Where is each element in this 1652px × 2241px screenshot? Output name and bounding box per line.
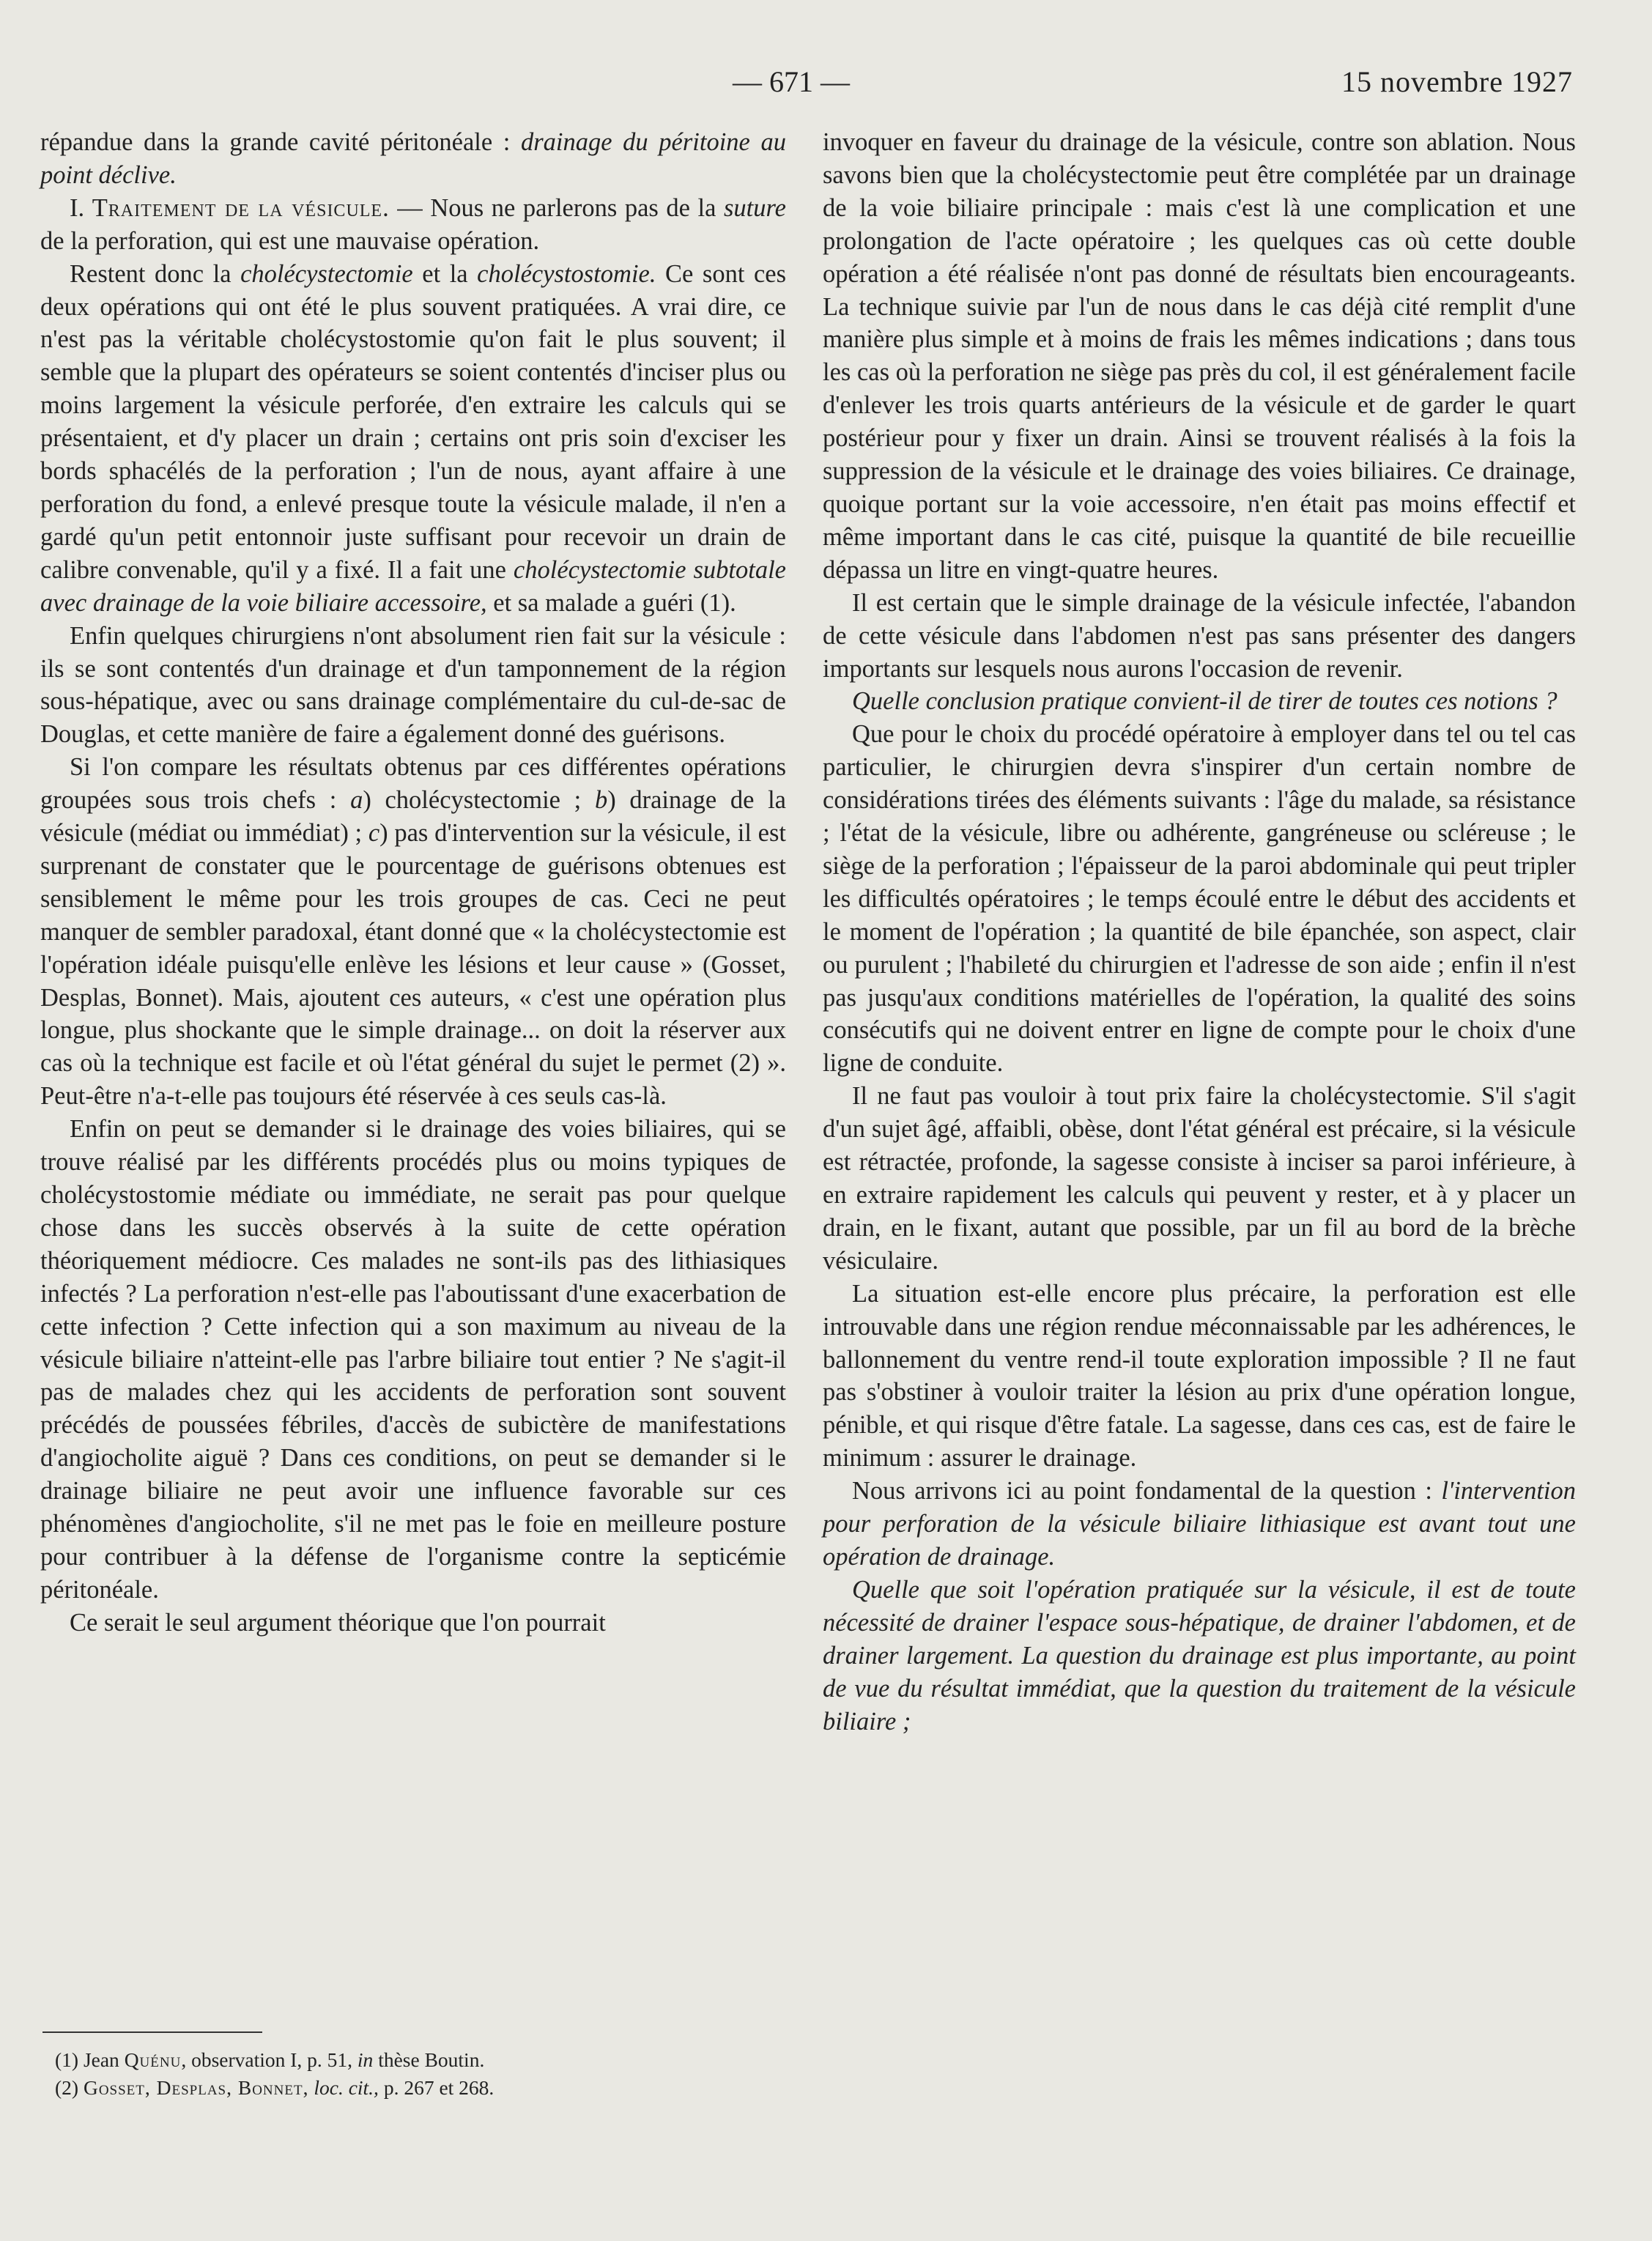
paragraph xyxy=(40,751,786,1113)
text-span: p. 267 et 268. xyxy=(378,2076,495,2099)
footnotes xyxy=(40,2046,773,2102)
paragraph: Que pour le choix du procédé opératoire à employer dans tel ou tel cas particulier, le chirurgien devra s'inspirer d'un certain nombre de considérations tirées des éléments suivants : l'âge du malade, sa résistance ; l'état de la vésicule, libre ou adhérente, gangréneuse ou scléreuse ; le siège de la perforation ; l'épaisseur de la paroi abdominale qui peut tripler les difficultés opératoires ; le temps écoulé entre le début des accidents et le moment de l'opération ; la quantité de bile épanchée, son aspect, clair ou purulent ; l'habileté du chirurgien et l'adresse de son aide ; enfin il n'est pas jusqu'aux conditions matérielles de l'opération, la qualité des soins consécutifs qui ne doivent entrer en ligne de compte pour le choix d'une ligne de conduite. xyxy=(823,720,1576,1078)
text-span: ) cholécystectomie ; xyxy=(363,786,595,815)
paragraph xyxy=(40,126,786,192)
paragraph xyxy=(823,1475,1576,1574)
issue-date: 15 novembre 1927 xyxy=(1341,65,1573,98)
italic-text: cholécystectomie xyxy=(240,259,413,288)
text-span: Ce sont ces deux opérations qui ont été le plus souvent pratiquées. A vrai dire, ce n'est pas la véritable cholécystostomie qu'on fait le plus souvent; il semble que la plupart des opérateurs se soient contentés d'inciser plus ou moins largement la vésicule perforée, d'en extraire les calculs qui se présentaient, et d'y placer un drain ; certains ont pris soin d'exciser les bords sphacélés de la perforation ; l'un de nous, ayant affaire à une perforation du fond, a enlevé presque toute la vésicule malade, il n'en a gardé qu'un petit entonnoir juste suffisant pour recevoir un drain de calibre convenable, qu'il y a fixé. Il a fait une xyxy=(40,259,787,584)
section-heading-paragraph xyxy=(40,192,786,258)
text-span: — Nous ne parlerons pas de la xyxy=(389,193,724,222)
text-span: et la xyxy=(412,259,478,288)
text-span: Restent donc la xyxy=(70,259,241,288)
text-span: (1) Jean xyxy=(55,2048,125,2071)
text-span: Si l'on compare les résultats obtenus par ces différentes opérations groupées sous trois chefs : xyxy=(40,753,786,815)
text-span: répandue dans la grande cavité péritonéale : xyxy=(40,128,521,156)
text-span: Nous arrivons ici au point fondamental de la question : xyxy=(852,1477,1442,1505)
section-heading: Traitement de la vésicule. xyxy=(92,193,390,222)
italic-text: l'intervention pour perforation de la vésicule biliaire lithiasique est avant tout une opération de drainage. xyxy=(823,1477,1576,1571)
author-names: Gosset, Desplas, Bonnet, xyxy=(83,2076,309,2099)
footnote-2 xyxy=(40,2074,773,2102)
italic-text: loc. cit., xyxy=(314,2076,379,2099)
left-column xyxy=(40,126,786,1640)
paragraph xyxy=(40,258,786,620)
italic-text: b xyxy=(594,786,608,815)
page-header xyxy=(0,64,1652,108)
italic-text: cholécystostomie. xyxy=(477,259,656,288)
author-name: Quénu xyxy=(124,2048,182,2071)
text-span: et sa malade a guéri (1). xyxy=(486,588,736,617)
paragraph: Il ne faut pas vouloir à tout prix faire la cholécystectomie. S'il s'agit d'un sujet âgé, affaibli, obèse, dont l'état général est précaire, si la vésicule est rétractée, profonde, la sagesse consiste à inciser sa paroi inférieure, à en extraire rapidement les calculs qui peuvent y rester, et à y placer un drain, en le fixant, autant que possible, par un fil au bord de la brèche vésiculaire. xyxy=(823,1082,1576,1275)
paragraph: Il est certain que le simple drainage de la vésicule infectée, l'abandon de cette vésicule dans l'abdomen n'est pas sans présenter des dangers importants sur lesquels nous aurons l'occasion de revenir. xyxy=(823,588,1576,683)
page-number: — 671 — xyxy=(733,65,850,98)
italic-paragraph: Quelle conclusion pratique convient-il de tirer de toutes ces notions ? xyxy=(852,687,1557,716)
paragraph: La situation est-elle encore plus précaire, la perforation est elle introuvable dans une région rendue méconnaissable par les adhérences, le ballonnement du ventre rend-il toute exploration impossible ? Il ne faut pas s'obstiner à vouloir traiter la lésion au prix d'une opération longue, pénible, et qui risque d'être fatale. La sagesse, dans ces cas, est de faire le minimum : assurer le drainage. xyxy=(823,1279,1576,1473)
italic-text: drainage du péritoine au point déclive. xyxy=(40,128,786,189)
footnote-1 xyxy=(40,2046,773,2074)
italic-text: c xyxy=(368,819,380,848)
footnote-divider xyxy=(42,2031,262,2033)
italic-text: a xyxy=(350,786,363,815)
paragraph: Enfin on peut se demander si le drainage des voies biliaires, qui se trouve réalisé par les différents procédés plus ou moins typiques de cholécystostomie médiate ou immédiate, ne serait pas pour quelque chose dans les succès observés à la suite de cette opération théoriquement médiocre. Ces malades ne sont-ils pas des lithiasiques infectés ? La perforation n'est-elle pas l'aboutissant d'une exacerbation de cette infection ? Cette infection qui a son maximum au niveau de la vésicule biliaire n'atteint-elle pas l'arbre biliaire tout entier ? Ne s'agit-il pas de malades chez qui les accidents de perforation sont souvent précédés de poussées fébriles, d'accès de subictère de manifestations d'angiocholite aiguë ? Dans ces conditions, on peut se demander si le drainage biliaire ne peut avoir une influence favorable sur ces phénomènes d'angiocholite, s'il ne met pas le foie en meilleure posture pour contribuer à la défense de l'organisme contre la septicémie péritonéale. xyxy=(40,1115,786,1604)
right-column xyxy=(823,126,1576,1738)
text-span: ) pas d'intervention sur la vésicule, il est surprenant de constater que le pourcentage de guérisons obtenues est sensiblement le même pour les trois groupes de cas. Ceci ne peut manquer de sembler paradoxal, étant donné que « la cholécystectomie est l'opération idéale puisqu'elle enlève les lésions et leur cause » (Gosset, Desplas, Bonnet). Mais, ajoutent ces auteurs, « c'est une opération plus longue, plus shockante que le simple drainage... on doit la réserver aux cas où la technique est facile et où l'état général du sujet le permet (2) ». Peut-être n'a-t-elle pas toujours été réservée à ces seuls cas-là. xyxy=(40,819,787,1111)
text-span: ) drainage de la vésicule (médiat ou immédiat) ; xyxy=(40,786,786,848)
text-span: , observation I, p. 51, xyxy=(181,2048,358,2071)
italic-paragraph: Quelle que soit l'opération pratiquée sur la vésicule, il est de toute nécessité de drainer l'espace sous-hépatique, de drainer l'abdomen, et de drainer largement. La question du drainage est plus importante, au point de vue du résultat immédiat, que la question du traitement de la vésicule biliaire ; xyxy=(823,1575,1576,1736)
paragraph: Enfin quelques chirurgiens n'ont absolument rien fait sur la vésicule : ils se sont contentés d'un drainage et d'un tamponnement de la région sous-hépatique, avec ou sans drainage complémentaire du cul-de-sac de Douglas, et cette manière de faire a également donné des guérisons. xyxy=(40,621,786,749)
italic-text: in xyxy=(357,2048,374,2071)
paragraph: invoquer en faveur du drainage de la vésicule, contre son ablation. Nous savons bien que la cholécystectomie peut être complétée par un drainage de la voie biliaire principale : mais c'est là une complication et une prolongation de l'acte opératoire ; les quelques cas où cette double opération a été réalisée n'ont pas donné de résultats bien encourageants. La technique suivie par l'un de nous dans le cas déjà cité remplit d'une manière plus simple et à moins de frais les mêmes indications ; dans tous les cas où la perforation ne siège pas près du col, il est généralement facile d'enlever les trois quarts antérieurs de la vésicule et de garder le quart postérieur pour y fixer un drain. Ainsi se trouvent réalisés à la fois la suppression de la vésicule et le drainage des voies biliaires. Ce drainage, quoique portant sur la voie accessoire, n'en était pas moins effectif et même important dans le cas cité, puisque la quantité de bile recueillie dépassa un litre en vingt-quatre heures. xyxy=(823,128,1576,584)
text-span: de la perforation, qui est une mauvaise opération. xyxy=(40,226,540,255)
text-span: I. xyxy=(70,193,92,222)
text-span: thèse Boutin. xyxy=(373,2048,485,2071)
text-span: (2) xyxy=(55,2076,84,2099)
italic-text: suture xyxy=(724,193,786,222)
paragraph: Ce serait le seul argument théorique que l'on pourrait xyxy=(70,1608,606,1637)
italic-text: cholécystectomie subtotale avec drainage de la voie biliaire accessoire, xyxy=(40,555,786,617)
